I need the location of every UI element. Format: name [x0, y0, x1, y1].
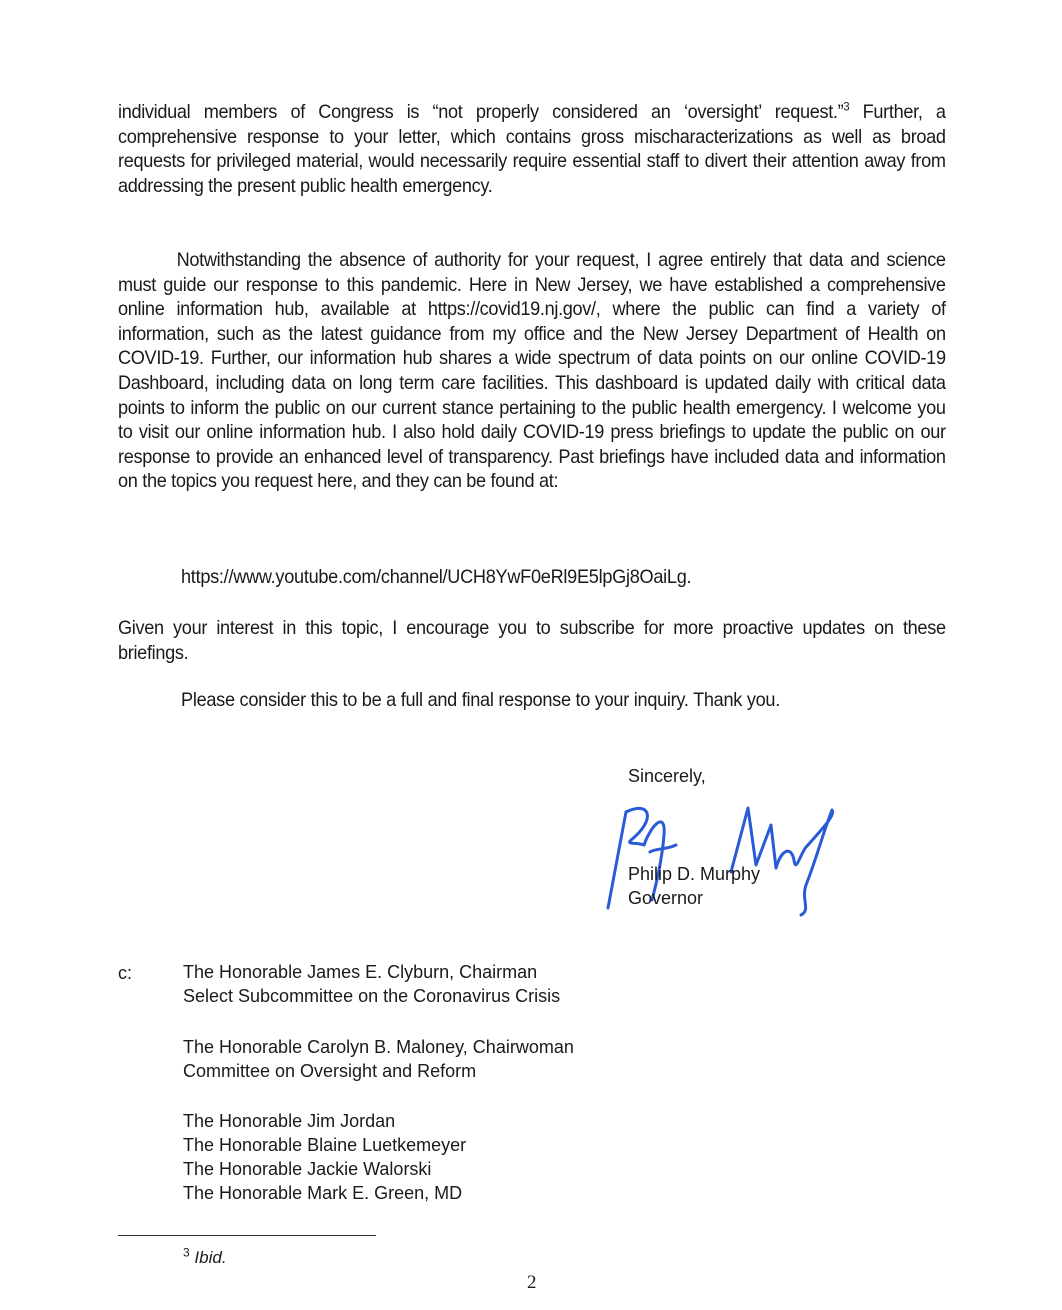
footnote-divider — [118, 1235, 376, 1236]
cc-label: c: — [118, 963, 133, 983]
cc-recipient-affiliation: Select Subcommittee on the Coronavirus Crisis — [183, 986, 561, 1006]
paragraph-final-response: Please consider this to be a full and final response to your inquiry. Thank you. — [181, 689, 781, 711]
signatory-name: Philip D. Murphy — [628, 864, 761, 884]
paragraph-oversight-rest: Further, a comprehensive response to your letter, which contains gross mischaracterizations as well as broad requests for privileged material, would necessarily require essential staff to divert their attention away from addressing the present public health emergency. — [118, 101, 946, 197]
signatory-title: Governor — [628, 888, 704, 908]
cc-recipient: The Honorable James E. Clyburn, Chairman — [183, 962, 538, 982]
cc-group — [183, 1109, 466, 1205]
footnote-number: 3 — [183, 1245, 190, 1260]
paragraph-oversight-quote: individual members of Congress is “not properly considered an ‘oversight’ request.” — [118, 101, 844, 123]
cc-recipient: The Honorable Mark E. Green, MD — [183, 1183, 463, 1203]
cc-recipient-affiliation: Committee on Oversight and Reform — [183, 1061, 477, 1081]
paragraph-subscribe: Given your interest in this topic, I encourage you to subscribe for more proactive updates on these briefings. — [118, 617, 946, 664]
footnote — [183, 1245, 227, 1268]
youtube-channel-link[interactable]: https://www.youtube.com/channel/UCH8YwF0eRl9E5lpGj8OaiLg. — [181, 566, 692, 588]
page-number: 2 — [527, 1272, 537, 1293]
cc-group — [183, 1035, 574, 1083]
paragraph-information-hub: Notwithstanding the absence of authority for your request, I agree entirely that data and science must guide our response to this pandemic. Here in New Jersey, we have established a comprehensive online information hub, available at https://covid19.nj.gov/, where the public can find a variety of information, such as the latest guidance from my office and the New Jersey Department of Health on COVID-19. Further, our information hub shares a wide spectrum of data points on our online COVID-19 Dashboard, including data on long term care facilities. This dashboard is updated daily with critical data points to inform the public on our current stance pertaining to the public health emergency. I welcome you to visit our online information hub. I also hold daily COVID-19 press briefings to update the public on our response to provide an enhanced level of transparency. Past briefings have included data and information on the topics you request here, and they can be found at: — [118, 249, 946, 493]
cc-recipient: The Honorable Jackie Walorski — [183, 1159, 432, 1179]
footnote-ref: 3 — [843, 99, 850, 114]
cc-recipient: The Honorable Carolyn B. Maloney, Chairwoman — [183, 1037, 574, 1057]
paragraph-oversight — [118, 100, 946, 198]
cc-recipient: The Honorable Jim Jordan — [183, 1111, 396, 1131]
cc-group — [183, 960, 560, 1008]
closing-salutation: Sincerely, — [628, 766, 706, 786]
cc-recipient: The Honorable Blaine Luetkemeyer — [183, 1135, 467, 1155]
footnote-text: Ibid. — [194, 1248, 227, 1267]
